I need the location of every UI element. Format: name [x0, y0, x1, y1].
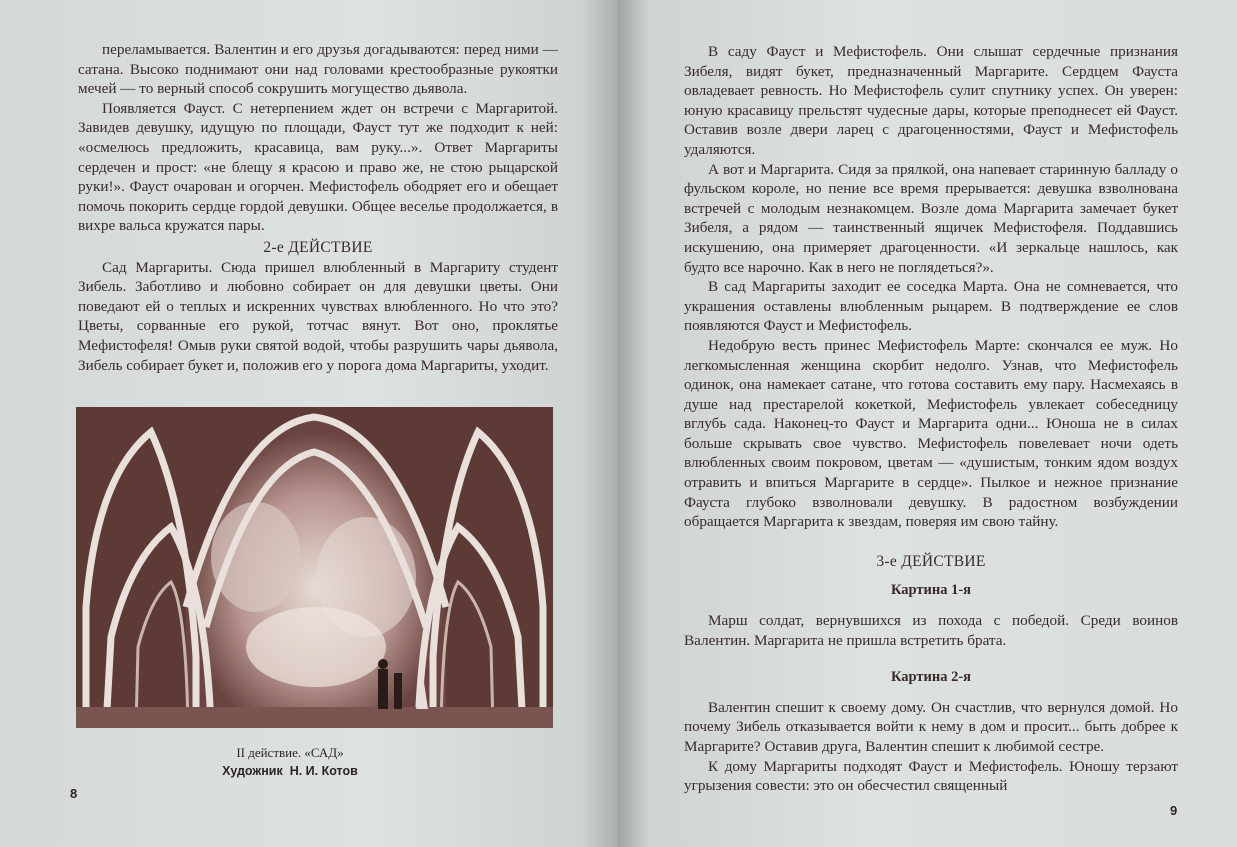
illustration-caption	[80, 744, 500, 780]
paragraph: Валентин спешит к своему дому. Он счастлив, что вернулся домой. Но почему Зибель отказывается войти к нему в дом и просит... быть добрее к Маргарите? Оставив друга, Валентин спешит к любимой сестре.	[684, 698, 1178, 755]
caption-artist	[80, 762, 500, 780]
left-text-column	[78, 40, 558, 375]
paragraph: Марш солдат, вернувшихся из похода с победой. Среди воинов Валентин. Маргарита не пришла встретить брата.	[684, 612, 1178, 649]
paragraph: Появляется Фауст. С нетерпением ждет он встречи с Маргаритой. Завидев девушку, идущую по площади, Фауст тут же подходит к ней: «осмелюсь предложить, красавица, вам руку...». Ответ Маргариты сердечен и прост: «не блещу я красою и право же, не стою рыцарской руки!». Фауст очарован и огорчен. Мефистофель ободряет его и обещает помочь покорить сердце гордой девушки. Общее веселье продолжается, в вихре вальса кружатся пары.	[78, 99, 558, 235]
garden-stage-set-image	[76, 407, 553, 728]
act-3-heading: 3-е ДЕЙСТВИЕ	[876, 552, 986, 570]
artist-label: Художник	[222, 764, 283, 778]
stage-design-illustration	[76, 407, 553, 728]
paragraph: К дому Маргариты подходят Фауст и Мефистофель. Юношу терзают угрызения совести: это он обесчестил священный	[684, 757, 1178, 795]
scene-1-heading: Картина 1-я	[890, 582, 972, 599]
right-text-column	[684, 42, 1178, 796]
paragraph: переламывается. Валентин и его друзья догадываются: перед ними — сатана. Высоко поднимают они над головами крестообразные рукоятки мечей — то верный способ сокрушить могущество дьявола.	[78, 41, 558, 98]
caption-title: II действие. «САД»	[236, 745, 344, 760]
paragraph: Недобрую весть принес Мефистофель Марте: скончался ее муж. Но легкомысленная женщина скорбит недолго. Узнав, что Мефистофель одинок, она намекает сатане, что готова составить ему пару. Насмехаясь в душе над престарелой кокеткой, Мефистофель увлекает собеседницу вглубь сада. Наконец-то Фауст и Маргарита одни... Юноша не в силах больше скрывать свое чувство. Мефистофель повелевает ночи одеть влюбленных своим покровом, цветам — «душистым, тонким ядом воздух отравить и впиться Маргарите в сердце». Пылкое и нежное признание Фауста глубоко взволновали девушку. В радостном возбуждении обращается Маргарита к звездам, поверяя им свою тайну.	[684, 336, 1178, 531]
act-2-heading: 2-е ДЕЙСТВИЕ	[263, 238, 373, 256]
page-number-left: 8	[70, 786, 78, 801]
paragraph: В сад Маргариты заходит ее соседка Марта. Она не сомневается, что украшения оставлены влюбленным рыцарем. В подтверждение ее слов появляются Фауст и Мефистофель.	[684, 278, 1178, 335]
paragraph: Сад Маргариты. Сюда пришел влюбленный в Маргариту студент Зибель. Заботливо и любовно собирает он для девушки цветы. Они поведают ей о теплых и искренних чувствах влюбленного. Но что это? Цветы, сорванные его рукой, тотчас вянут. Вот оно, проклятье Мефистофеля! Омыв руки святой водой, чтобы разрушить чары дьявола, Зибель собирает букет и, положив его у порога дома Маргариты, уходит.	[78, 258, 558, 374]
artist-name: Н. И. Котов	[289, 764, 358, 778]
scene-2-heading: Картина 2-я	[890, 669, 972, 686]
paragraph: В саду Фауст и Мефистофель. Они слышат сердечные признания Зибеля, видят букет, предназначенный Маргарите. Сердцем Фауста овладевает ревность. Но Мефистофель сулит спутнику успех. Он уверен: юную красавицу прельстят чудесные дары, которые преподнесет ей Фауст. Оставив возле двери ларец с драгоценностями, Фауст и Мефистофель удаляются.	[684, 43, 1178, 158]
page-number-right: 9	[1170, 803, 1178, 818]
paragraph: А вот и Маргарита. Сидя за прялкой, она напевает старинную балладу о фульском короле, но пение все время прерывается: девушка взволнована встречей с молодым незнакомцем. Возле дома Маргарита замечает букет Зибеля, а рядом — таинственный ящичек Мефистофеля. Поддавшись искушению, она примеряет драгоценности. «И зеркальце нашлось, как будто все нарочно. Как в него не поглядеться?».	[684, 160, 1178, 276]
